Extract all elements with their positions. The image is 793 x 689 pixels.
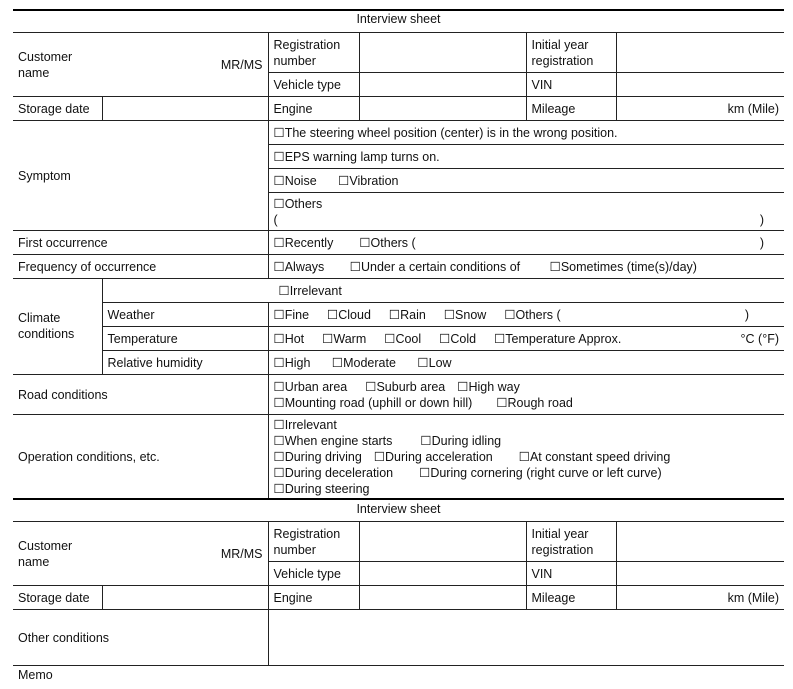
vin-label: VIN bbox=[526, 73, 616, 97]
mileage-unit-2: km (Mile) bbox=[727, 590, 779, 605]
hum-high-checkbox[interactable]: ☐High bbox=[273, 355, 311, 370]
other-conditions-label: Other conditions bbox=[13, 610, 268, 666]
initial-year-label-2: Initial year registration bbox=[526, 522, 616, 562]
sheet1-title: Interview sheet bbox=[356, 12, 441, 26]
op-deceleration-checkbox[interactable]: ☐During deceleration bbox=[273, 466, 394, 480]
customer-name-label-2: Customer name bbox=[13, 522, 102, 586]
temp-approx-checkbox[interactable]: ☐Temperature Approx. bbox=[494, 331, 622, 346]
operation-options bbox=[268, 415, 784, 500]
vehicle-type-field-2[interactable] bbox=[359, 562, 526, 586]
op-idling-checkbox[interactable]: ☐During idling bbox=[420, 434, 502, 448]
road-suburb-checkbox[interactable]: ☐Suburb area bbox=[365, 379, 446, 394]
weather-options bbox=[268, 303, 784, 327]
weather-paren-close: ) bbox=[744, 307, 749, 322]
vin-field-2[interactable] bbox=[616, 562, 784, 586]
storage-date-field[interactable] bbox=[102, 97, 268, 121]
paren-close: ) bbox=[759, 212, 764, 227]
mr-ms-label: MR/MS bbox=[220, 57, 263, 72]
mr-ms-label-2: MR/MS bbox=[220, 546, 263, 561]
engine-label-2: Engine bbox=[268, 586, 359, 610]
customer-name-field-2[interactable] bbox=[102, 522, 268, 586]
first-occurrence-label: First occurrence bbox=[13, 231, 268, 255]
storage-date-label: Storage date bbox=[13, 97, 102, 121]
initial-year-label: Initial year registration bbox=[526, 33, 616, 73]
symptom-others-cell bbox=[268, 193, 784, 231]
customer-name-field[interactable] bbox=[102, 33, 268, 97]
symptom-noise-vibration-row bbox=[268, 169, 784, 193]
storage-date-field-2[interactable] bbox=[102, 586, 268, 610]
op-constant-checkbox[interactable]: ☐At constant speed driving bbox=[518, 450, 671, 464]
vehicle-type-field[interactable] bbox=[359, 73, 526, 97]
engine-field-2[interactable] bbox=[359, 586, 526, 610]
customer-name-label: Customer name bbox=[13, 33, 102, 97]
symptom-noise-checkbox[interactable]: ☐Noise bbox=[273, 173, 317, 188]
freq-always-checkbox[interactable]: ☐Always bbox=[273, 259, 325, 274]
vin-field[interactable] bbox=[616, 73, 784, 97]
op-engine-starts-checkbox[interactable]: ☐When engine starts bbox=[273, 434, 393, 448]
initial-year-field[interactable] bbox=[616, 33, 784, 73]
engine-label: Engine bbox=[268, 97, 359, 121]
road-label: Road conditions bbox=[13, 375, 268, 415]
registration-number-field[interactable] bbox=[359, 33, 526, 73]
first-others-checkbox[interactable]: ☐Others ( bbox=[359, 235, 416, 250]
road-urban-checkbox[interactable]: ☐Urban area bbox=[273, 379, 348, 394]
road-options bbox=[268, 375, 784, 415]
registration-number-label-2: Registration number bbox=[268, 522, 359, 562]
climate-label: Climate conditions bbox=[13, 279, 102, 375]
climate-irrelevant-checkbox[interactable]: ☐Irrelevant bbox=[278, 283, 342, 298]
temp-cool-checkbox[interactable]: ☐Cool bbox=[384, 331, 422, 346]
temp-hot-checkbox[interactable]: ☐Hot bbox=[273, 331, 305, 346]
weather-cloud-checkbox[interactable]: ☐Cloud bbox=[327, 307, 371, 322]
freq-certain-checkbox[interactable]: ☐Under a certain conditions of bbox=[349, 259, 521, 274]
first-occurrence-options bbox=[268, 231, 784, 255]
mileage-label: Mileage bbox=[526, 97, 616, 121]
op-irrelevant-checkbox[interactable]: ☐Irrelevant bbox=[273, 418, 337, 432]
temp-cold-checkbox[interactable]: ☐Cold bbox=[439, 331, 477, 346]
freq-sometimes-checkbox[interactable]: ☐Sometimes (time(s)/day) bbox=[549, 259, 697, 274]
weather-others-checkbox[interactable]: ☐Others ( bbox=[504, 307, 561, 322]
vehicle-type-label-2: Vehicle type bbox=[268, 562, 359, 586]
humidity-options bbox=[268, 351, 784, 375]
weather-snow-checkbox[interactable]: ☐Snow bbox=[443, 307, 487, 322]
sheet2-top-rule bbox=[13, 498, 784, 500]
registration-number-field-2[interactable] bbox=[359, 522, 526, 562]
memo-label: Memo bbox=[18, 668, 53, 682]
storage-date-label-2: Storage date bbox=[13, 586, 102, 610]
op-driving-checkbox[interactable]: ☐During driving bbox=[273, 450, 362, 464]
temp-warm-checkbox[interactable]: ☐Warm bbox=[322, 331, 367, 346]
road-rough-checkbox[interactable]: ☐Rough road bbox=[496, 395, 573, 410]
first-recently-checkbox[interactable]: ☐Recently bbox=[273, 235, 334, 250]
symptom-option-eps[interactable]: ☐EPS warning lamp turns on. bbox=[268, 145, 784, 169]
vehicle-type-label: Vehicle type bbox=[268, 73, 359, 97]
sheet2-title: Interview sheet bbox=[356, 502, 441, 516]
climate-irrelevant-row bbox=[102, 279, 784, 303]
temperature-options bbox=[268, 327, 784, 351]
registration-number-label: Registration number bbox=[268, 33, 359, 73]
mileage-label-2: Mileage bbox=[526, 586, 616, 610]
vin-label-2: VIN bbox=[526, 562, 616, 586]
symptom-option-steering[interactable]: ☐The steering wheel position (center) is in the wrong position. bbox=[268, 121, 784, 145]
symptom-others-checkbox[interactable]: ☐Others bbox=[273, 196, 323, 211]
temperature-label: Temperature bbox=[102, 327, 268, 351]
mileage-unit: km (Mile) bbox=[727, 101, 779, 116]
other-conditions-field[interactable] bbox=[268, 610, 784, 666]
frequency-options bbox=[268, 255, 784, 279]
operation-label: Operation conditions, etc. bbox=[13, 415, 268, 500]
mileage-field-2[interactable] bbox=[616, 586, 784, 610]
sheet1-table bbox=[13, 32, 784, 500]
road-highway-checkbox[interactable]: ☐High way bbox=[457, 379, 520, 394]
op-steering-checkbox[interactable]: ☐During steering bbox=[273, 482, 370, 496]
hum-low-checkbox[interactable]: ☐Low bbox=[417, 355, 452, 370]
op-cornering-checkbox[interactable]: ☐During cornering (right curve or left curve) bbox=[419, 466, 662, 480]
sheet2-table bbox=[13, 521, 784, 666]
road-mounting-checkbox[interactable]: ☐Mounting road (uphill or down hill) bbox=[273, 395, 473, 410]
symptom-label: Symptom bbox=[13, 121, 268, 231]
weather-fine-checkbox[interactable]: ☐Fine bbox=[273, 307, 310, 322]
weather-rain-checkbox[interactable]: ☐Rain bbox=[388, 307, 426, 322]
paren-open: ( bbox=[273, 212, 278, 227]
temp-unit: °C (°F) bbox=[740, 331, 779, 346]
first-others-paren-close: ) bbox=[759, 235, 764, 250]
hum-moderate-checkbox[interactable]: ☐Moderate bbox=[331, 355, 396, 370]
initial-year-field-2[interactable] bbox=[616, 522, 784, 562]
symptom-vibration-checkbox[interactable]: ☐Vibration bbox=[338, 173, 399, 188]
mileage-field[interactable] bbox=[616, 97, 784, 121]
frequency-label: Frequency of occurrence bbox=[13, 255, 268, 279]
engine-field[interactable] bbox=[359, 97, 526, 121]
weather-label: Weather bbox=[102, 303, 268, 327]
humidity-label: Relative humidity bbox=[102, 351, 268, 375]
op-acceleration-checkbox[interactable]: ☐During acceleration bbox=[373, 450, 493, 464]
sheet1-top-rule bbox=[13, 9, 784, 11]
